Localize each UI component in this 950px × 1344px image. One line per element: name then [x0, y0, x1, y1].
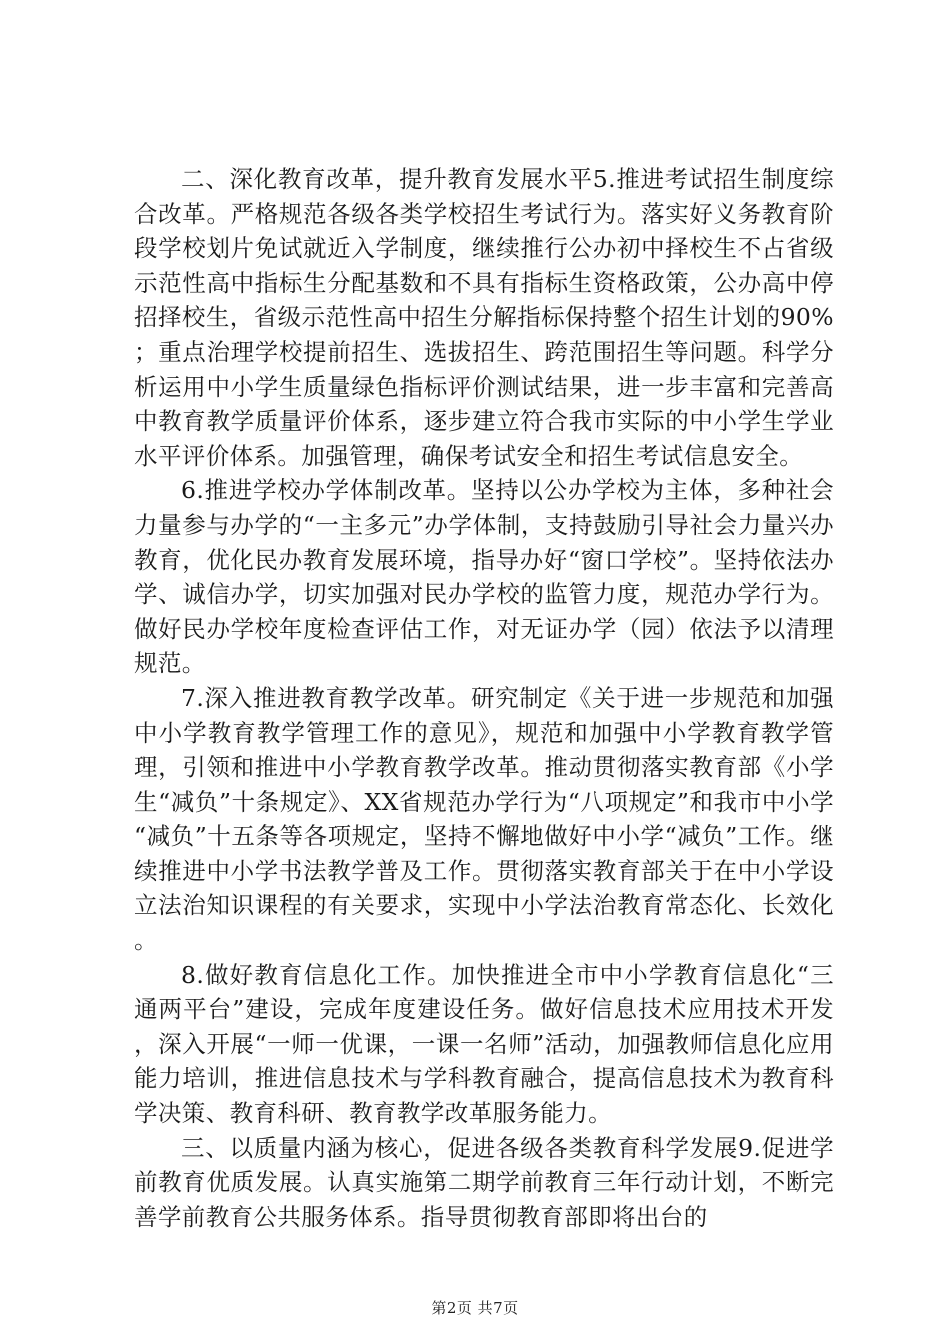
paragraph-school-system-reform: 6.推进学校办学体制改革。坚持以公办学校为主体，多种社会力量参与办学的“一主多元”办学体制，支持鼓励引导社会力量兴办教育，优化民办教育发展环境，指导办好“窗口学校”。坚持依法办学、诚信办学，切实加强对民办学校的监管力度，规范办学行为。做好民办学校年度检查评估工作，对无证办学（园）依法予以清理规范。: [134, 476, 834, 678]
paragraph-teaching-reform: 7.深入推进教育教学改革。研究制定《关于进一步规范和加强中小学教育教学管理工作的意见》，规范和加强中小学教育教学管理，引领和推进中小学教育教学改革。推动贯彻落实教育部《小学生“减负”十条规定》、XX省规范办学行为“八项规定”和我市中小学“减负”十五条等各项规定，坚持不懈地做好中小学“减负”工作。继续推进中小学书法教学普及工作。贯彻落实教育部关于在中小学设立法治知识课程的有关要求，实现中小学法治教育常态化、长效化。: [134, 683, 834, 955]
paragraph-preschool-education: 三、以质量内涵为核心，促进各级各类教育科学发展9.促进学前教育优质发展。认真实施第二期学前教育三年行动计划，不断完善学前教育公共服务体系。指导贯彻教育部即将出台的: [134, 1133, 834, 1231]
paragraph-informatization: 8.做好教育信息化工作。加快推进全市中小学教育信息化“三通两平台”建设，完成年度建设任务。做好信息技术应用技术开发，深入开展“一师一优课，一课一名师”活动，加强教师信息化应用能力培训，推进信息技术与学科教育融合，提高信息技术为教育科学决策、教育科研、教育教学改革服务能力。: [134, 960, 834, 1128]
page-number-footer: 第2页 共7页: [431, 1299, 519, 1317]
paragraph-education-reform: 二、深化教育改革，提升教育发展水平5.推进考试招生制度综合改革。严格规范各级各类学校招生考试行为。落实好义务教育阶段学校划片免试就近入学制度，继续推行公办初中择校生不占省级示范性高中指标生分配基数和不具有指标生资格政策，公办高中停招择校生，省级示范性高中招生分解指标保持整个招生计划的90%；重点治理学校提前招生、选拔招生、跨范围招生等问题。科学分析运用中小学生质量绿色指标评价测试结果，进一步丰富和完善高中教育教学质量评价体系，逐步建立符合我市实际的中小学生学业水平评价体系。加强管理，确保考试安全和招生考试信息安全。: [134, 165, 834, 470]
document-body: [134, 162, 834, 1234]
